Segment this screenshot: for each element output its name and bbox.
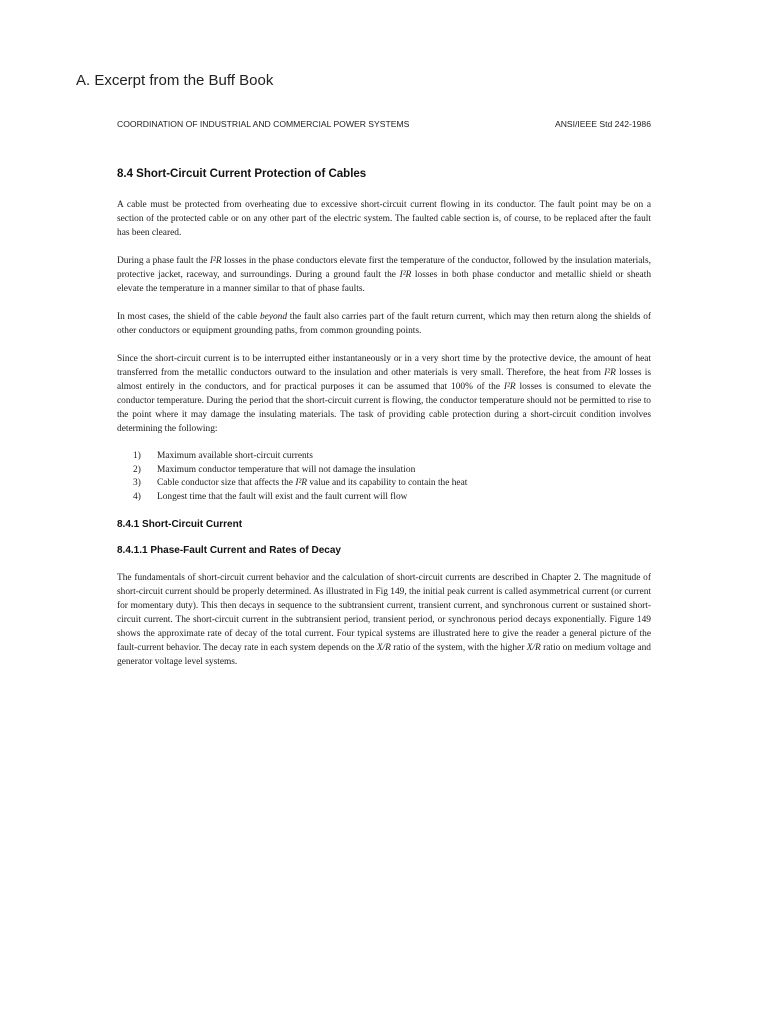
subsubsection-title: 8.4.1.1 Phase-Fault Current and Rates of Decay xyxy=(117,545,341,557)
emphasis-beyond: beyond xyxy=(259,312,288,322)
paragraph-2: During a phase fault the I²R losses in the phase conductors elevate first the temperature of the conductor, followed by the insulation materials, protective jacket, raceway, and surroundings. During a ground fault the I²R losses in both phase conductor and metallic shield or sheath elevate the temperature in a manner similar to that of phase faults. xyxy=(117,256,652,294)
list-item: 3) Cable conductor size that affects the I²R value and its capability to contain the heat xyxy=(133,478,468,489)
paragraph-5: The fundamentals of short-circuit current behavior and the calculation of short-circuit currents are described in Chapter 2. The magnitude of short-circuit current should be properly determined. As illustrated in Fig 149, the initial peak current is called asymmetrical current (or current for momentary duty). This then decays in sequence to the subtransient current, transient current, and synchronous current or sustained short-circuit current. The short-circuit current in the subtransient period, transient period, or synchronous period decays exponentially. Figure 149 shows the approximate rate of decay of the total current. Four typical systems are illustrated here to give the reader a general picture of the fault-current behavior. The decay rate in each system depends on the X/R ratio of the system, with the higher X/R ratio on medium voltage and generator voltage level systems. xyxy=(117,573,651,668)
i2r-symbol: I²R xyxy=(399,270,412,280)
section-title: 8.4 Short-Circuit Current Protection of Cables xyxy=(117,168,367,180)
xr-symbol: X/R xyxy=(526,643,541,654)
i2r-symbol: I²R xyxy=(209,256,222,266)
document-body xyxy=(117,168,651,683)
list-item: 1) Maximum available short-circuit currents xyxy=(133,451,313,461)
requirements-list xyxy=(117,450,651,504)
i2r-symbol: I²R xyxy=(604,368,616,378)
i2r-symbol: I²R xyxy=(503,382,516,392)
i2r-symbol: I²R xyxy=(295,478,307,489)
running-header-title: COORDINATION OF INDUSTRIAL AND COMMERCIAL POWER SYSTEMS xyxy=(117,119,410,129)
paragraph-1: A cable must be protected from overheating due to excessive short-circuit current flowing in its conductor. The fault point may be on a section of the protected cable or on any other part of the electric system. The faulted cable section is, of course, to be replaced after the fault has been cleared. xyxy=(117,200,651,238)
list-item: 2) Maximum conductor temperature that will not damage the insulation xyxy=(133,464,416,475)
list-item: 4) Longest time that the fault will exist and the fault current will flow xyxy=(133,491,408,502)
paragraph-3: In most cases, the shield of the cable beyond the fault also carries part of the fault return current, which may then return along the shields of other conductors or equipment grounding paths, from common grounding points. xyxy=(117,312,651,336)
running-header-standard: ANSI/IEEE Std 242-1986 xyxy=(554,119,651,129)
running-header xyxy=(117,119,651,129)
subsection-title: 8.4.1 Short-Circuit Current xyxy=(117,519,243,531)
xr-symbol: X/R xyxy=(376,643,391,654)
paragraph-4: Since the short-circuit current is to be interrupted either instantaneously or in a very short time by the protective device, the amount of heat transferred from the metallic conductors outward to the insulation and other materials is very small. Therefore, the heat from I²R losses is almost entirely in the conductors, and for practical purposes it can be assumed that 100% of the I²R losses is consumed to elevate the conductor temperature. During the period that the short-circuit current is flowing, the conductor temperature should not be permitted to rise to the point where it may damage the insulating materials. The task of providing cable protection during a short-circuit condition involves determining the following: xyxy=(117,354,651,434)
page-heading: A. Excerpt from the Buff Book xyxy=(76,72,274,89)
